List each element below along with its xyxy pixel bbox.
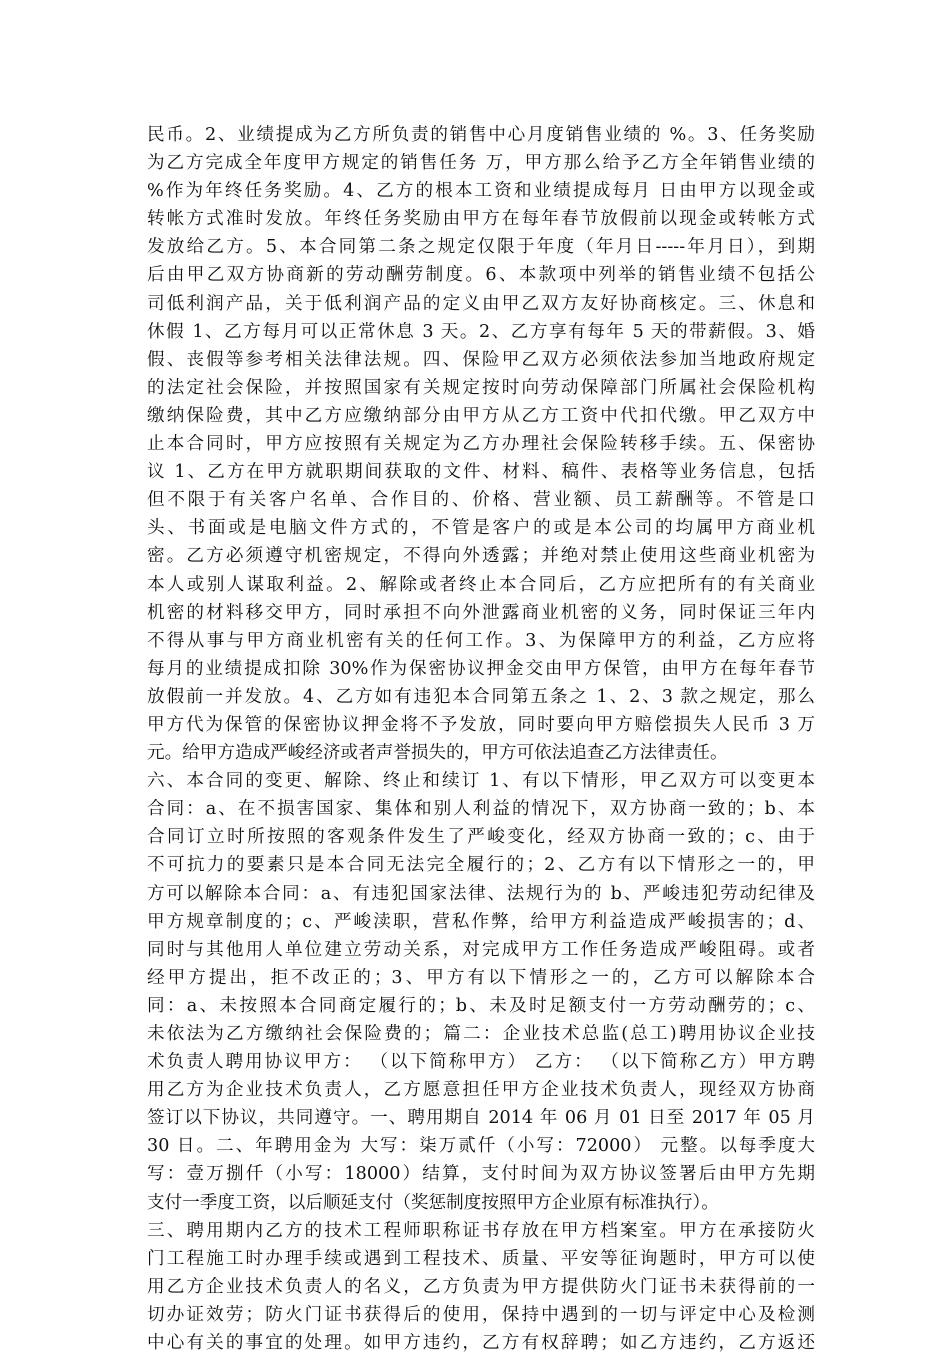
text-line: 甲方规章制度的；c、严峻渎职，营私作弊，给甲方利益造成严峻损害的；d、 [147,911,815,932]
text-line: 30 日。二、年聘用金为 大写：柒万贰仟（小写：72000） 元整。以每季度大 [147,1136,815,1157]
text-line: 用乙方为企业技术负责人，乙方愿意担任甲方企业技术负责人，现经双方协商 [147,1080,815,1101]
text-line: 缴纳保险费，其中乙方应缴纳部分由甲方从乙方工资中代扣代缴。甲乙双方中 [147,405,815,426]
text-line: 中心有关的事宜的处理。如甲方违约，乙方有权辞聘；如乙方违约，乙方返还 [147,1333,815,1354]
text-line: 不得从事与甲方商业机密有关的任何工作。3、为保障甲方的利益，乙方应将 [147,630,815,651]
text-line: 密。乙方必须遵守机密规定，不得向外透露；并绝对禁止使用这些商业机密为 [147,546,815,567]
text-line: 假、丧假等参考相关法律法规。四、保险甲乙双方必须依法参加当地政府规定 [147,349,815,370]
text-line: 同：a、未按照本合同商定履行的；b、未及时足额支付一方劳动酬劳的；c、 [147,995,815,1016]
text-line: 转帐方式准时发放。年终任务奖励由甲方在每年春节放假前以现金或转帐方式 [147,209,815,230]
text-line: 司低利润产品，关于低利润产品的定义由甲乙双方友好协商核定。三、休息和 [147,293,815,314]
text-line: 合同：a、在不损害国家、集体和别人利益的情况下，双方协商一致的；b、本 [147,799,815,820]
text-line: 签订以下协议，共同遵守。一、聘用期自 2014 年 06 月 01 日至 2017 年 05 月 [147,1108,815,1129]
text-line: 术负责人聘用协议甲方： （以下简称甲方） 乙方： （以下简称乙方）甲方聘 [147,1052,815,1073]
text-line: 为乙方完成全年度甲方规定的销售任务 万，甲方那么给予乙方全年销售业绩的 [147,153,815,174]
text-line: 同时与其他用人单位建立劳动关系，对完成甲方工作任务造成严峻阻碍。或者 [147,939,815,960]
text-line: 元。给甲方造成严峻经济或者声誉损失的，甲方可依法追查乙方法律责任。 [147,743,728,764]
text-line: 用乙方企业技术负责人的名义，乙方负责为甲方提供防火门证书未获得前的一 [147,1276,815,1297]
text-line: 支付一季度工资，以后顺延支付（奖惩制度按照甲方企业原有标准执行）。 [147,1192,719,1213]
text-line: 机密的材料移交甲方，同时承担不向外泄露商业机密的义务，同时保证三年内 [147,602,815,623]
text-line: 门工程施工时办理手续或遇到工程技术、质量、平安等征询题时，甲方可以使 [147,1248,815,1269]
text-line: 议 1、乙方在甲方就职期间获取的文件、材料、稿件、表格等业务信息，包括 [147,462,815,483]
text-line: 后由甲乙双方协商新的劳动酬劳制度。6、本款项中列举的销售业绩不包括公 [147,265,815,286]
text-line: 不可抗力的要素只是本合同无法完全履行的；2、乙方有以下情形之一的，甲 [147,855,815,876]
text-line: 头、书面或是电脑文件方式的，不管是客户的或是本公司的均属甲方商业机 [147,518,815,539]
contract-body-text [147,121,815,1357]
text-line: 本人或别人谋取利益。2、解除或者终止本合同后，乙方应把所有的有关商业 [147,574,815,595]
text-line: 三、聘用期内乙方的技术工程师职称证书存放在甲方档案室。甲方在承接防火 [147,1220,815,1241]
text-line: 但不限于有关客户名单、合作目的、价格、营业额、员工薪酬等。不管是口 [147,490,815,511]
text-line: 休假 1、乙方每月可以正常休息 3 天。2、乙方享有每年 5 天的带薪假。3、婚 [147,321,815,342]
text-line: 发放给乙方。5、本合同第二条之规定仅限于年度（年月日-----年月日），到期 [147,237,815,258]
text-line: 方可以解除本合同：a、有违犯国家法律、法规行为的 b、严峻违犯劳动纪律及 [147,883,815,904]
text-line: 甲方代为保管的保密协议押金将不予发放，同时要向甲方赔偿损失人民币 3 万 [147,714,815,735]
text-line: 六、本合同的变更、解除、终止和续订 1、有以下情形，甲乙双方可以变更本 [147,771,815,792]
text-line: 切办证效劳；防火门证书获得后的使用，保持中遇到的一切与评定中心及检测 [147,1304,815,1325]
text-line: 止本合同时，甲方应按照有关规定为乙方办理社会保险转移手续。五、保密协 [147,434,815,455]
text-line: %作为年终任务奖励。4、乙方的根本工资和业绩提成每月 日由甲方以现金或 [147,181,815,202]
text-line: 写：壹万捌仟（小写：18000）结算，支付时间为双方协议签署后由甲方先期 [147,1164,815,1185]
text-line: 的法定社会保险，并按照国家有关规定按时向劳动保障部门所属社会保险机构 [147,377,815,398]
text-line: 每月的业绩提成扣除 30%作为保密协议押金交由甲方保管，由甲方在每年春节 [147,658,815,679]
text-line: 经甲方提出，拒不改正的；3、甲方有以下情形之一的，乙方可以解除本合 [147,967,815,988]
text-line: 民币。2、业绩提成为乙方所负责的销售中心月度销售业绩的 %。3、任务奖励 [147,125,815,145]
text-line: 未依法为乙方缴纳社会保险费的；篇二：企业技术总监(总工)聘用协议企业技 [147,1024,815,1044]
text-line: 放假前一并发放。4、乙方如有违犯本合同第五条之 1、2、3 款之规定，那么 [147,686,815,707]
text-line: 合同订立时所按照的客观条件发生了严峻变化，经双方协商一致的；c、由于 [147,827,815,848]
